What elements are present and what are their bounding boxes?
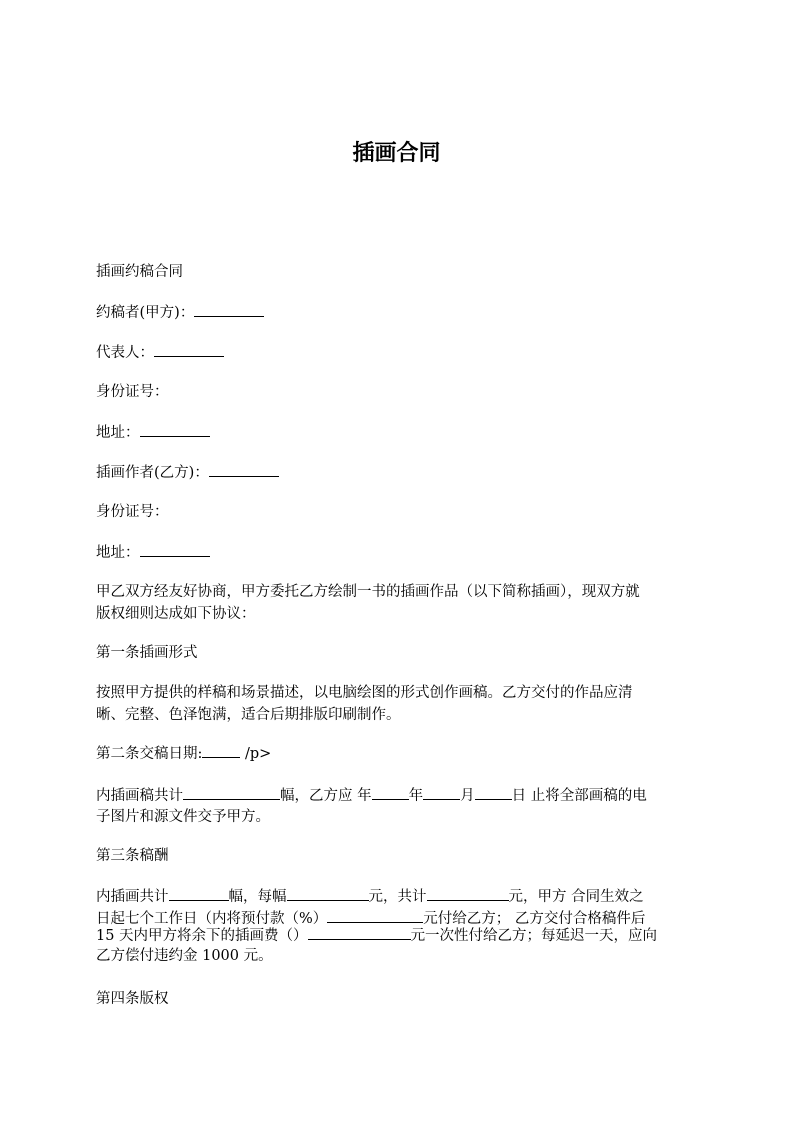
address-b-blank	[140, 541, 210, 557]
article-3-line-3	[96, 924, 700, 947]
address-b-field	[96, 541, 700, 564]
article-2-text-3: 年	[408, 788, 424, 804]
article-2-text-5: 日 止将全部画稿的电	[511, 788, 647, 804]
article-3-advance-blank	[327, 907, 423, 923]
article-3-unit-price-blank	[287, 885, 369, 901]
article-2-count-blank	[183, 784, 280, 800]
article-3-text-2b: 元付给乙方； 乙方交付合格稿件后	[423, 911, 646, 927]
article-2-year-blank	[372, 784, 409, 800]
intro-line-1: 甲乙双方经友好协商，甲方委托乙方绘制一书的插画作品（以下简称插画），现双方就	[96, 584, 640, 600]
article-2-text-2: 幅，乙方应 年	[280, 788, 372, 804]
article-2-title-tail: /p>	[240, 746, 272, 762]
article-2-title	[96, 742, 700, 765]
party-b-label: 插画作者(乙方)：	[96, 465, 209, 481]
address-a-field	[96, 421, 700, 444]
party-a-label: 约稿者(甲方)：	[96, 305, 195, 321]
article-3-text-1a: 内插画共计	[96, 889, 169, 905]
article-2-title-label: 第二条交稿日期:	[96, 746, 203, 762]
article-3-text-2a: 日起七个工作日（内将预付款（%）	[96, 911, 328, 927]
article-3-title: 第三条稿酬	[96, 848, 169, 864]
party-a-blank	[194, 301, 264, 317]
address-a-blank	[140, 421, 210, 437]
id-a-label: 身份证号：	[96, 384, 169, 400]
article-2-text-4: 月	[460, 788, 475, 804]
id-a-field	[96, 381, 700, 403]
article-1-line-2: 晰、完整、色泽饱满，适合后期排版印刷制作。	[96, 707, 401, 723]
article-2-date-blank	[202, 742, 240, 758]
article-3-text-1c: 元，共计	[368, 889, 427, 905]
document-title: 插画合同	[352, 141, 441, 166]
article-3-text-1b: 幅，每幅	[228, 889, 287, 905]
article-3-balance-blank	[308, 924, 411, 940]
article-2-day-blank	[475, 784, 512, 800]
party-b-blank	[209, 461, 279, 477]
id-b-label: 身份证号：	[96, 504, 169, 520]
article-2-line-1	[96, 784, 700, 807]
representative-field	[96, 341, 700, 364]
article-3-text-3b: 元一次性付给乙方；每延迟一天，应向	[410, 928, 658, 944]
address-b-label: 地址：	[96, 545, 140, 561]
intro-line-2: 版权细则达成如下协议：	[96, 606, 256, 622]
article-3-text-3a: 15 天内甲方将余下的插画费（）	[96, 928, 308, 944]
article-1-line-1: 按照甲方提供的样稿和场景描述，以电脑绘图的形式创作画稿。乙方交付的作品应清	[96, 685, 633, 701]
article-3-text-1d: 元，甲方 合同生效之	[508, 889, 644, 905]
article-2-line-2: 子图片和源文件交予甲方。	[96, 809, 270, 825]
article-3-line-1	[96, 885, 700, 908]
article-3-total-blank	[427, 885, 509, 901]
article-2-month-blank	[423, 784, 460, 800]
article-3-line-4: 乙方偿付违约金 1000 元。	[96, 948, 273, 964]
article-2-text-1: 内插画稿共计	[96, 788, 183, 804]
contract-heading: 插画约稿合同	[96, 264, 183, 280]
representative-blank	[154, 341, 224, 357]
address-a-label: 地址：	[96, 425, 140, 441]
party-b-field	[96, 461, 700, 484]
party-a-field	[96, 301, 700, 324]
representative-label: 代表人：	[96, 345, 154, 361]
article-3-count-blank	[169, 885, 229, 901]
article-4-title: 第四条版权	[96, 991, 169, 1007]
article-1-title: 第一条插画形式	[96, 645, 198, 661]
id-b-field	[96, 501, 700, 523]
